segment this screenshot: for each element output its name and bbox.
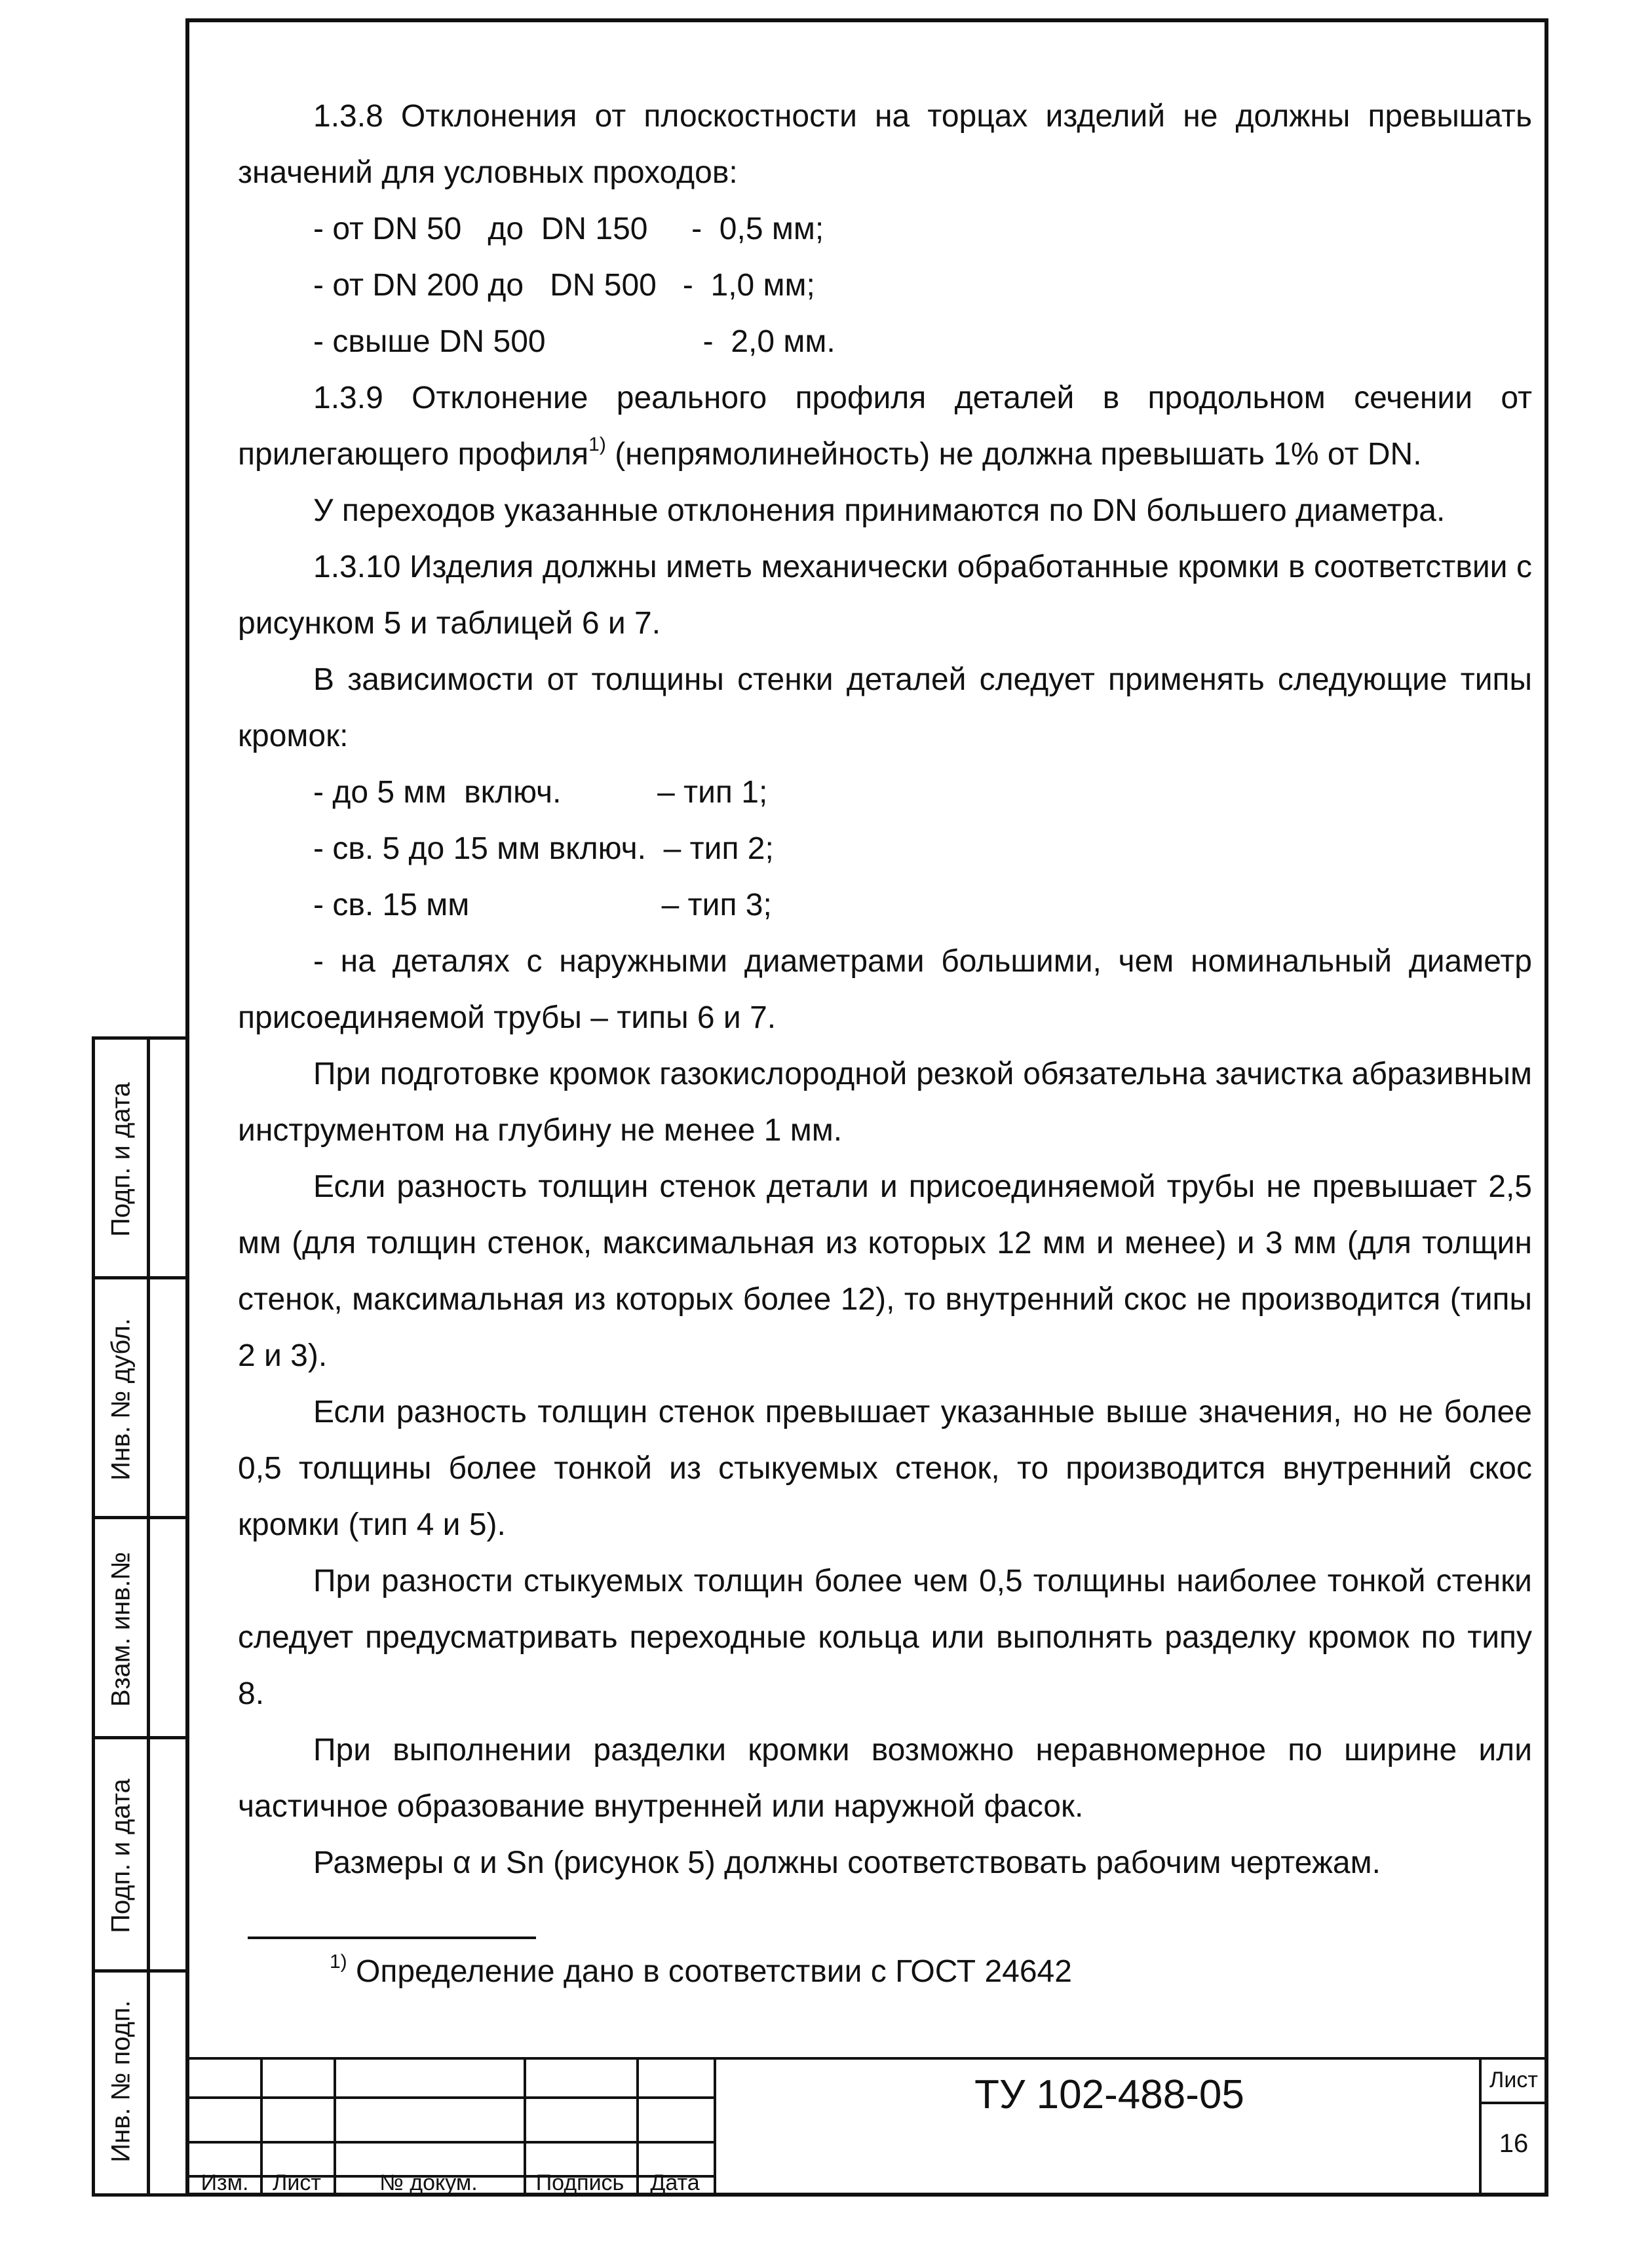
side-stamp-label: Взам. инв.№ [106, 1551, 136, 1707]
side-stamp [92, 1036, 189, 2197]
title-block-line [1479, 2057, 1482, 2197]
paragraph-text: (непрямолинейность) не должна превышать 1% от DN. [605, 437, 1422, 472]
list-item: - от DN 50 до DN 150 - 0,5 мм; [313, 212, 824, 246]
paragraph: У переходов указанные отклонения принимаются по DN большего диаметра. [313, 493, 1446, 528]
paragraph: Если разность толщин стенок превышает указанные выше значения, но не более 0,5 толщины более тонкой из стыкуемых стенок, то производится внутренний скос кромки (тип 4 и 5). [238, 1395, 1532, 1542]
title-block-line [189, 2096, 714, 2099]
footnote-text: Определение дано в соответствии с ГОСТ 24642 [347, 1954, 1072, 1989]
paragraph: - на деталях с наружными диаметрами большими, чем номинальный диаметр присоединяемой трубы – типы 6 и 7. [238, 944, 1532, 1035]
title-block-line [260, 2057, 263, 2197]
column-label-date: Дата [650, 2170, 700, 2195]
paragraph: При разности стыкуемых толщин более чем 0,5 толщины наиболее тонкой стенки следует предусматривать переходные кольца или выполнять разделку кромок по типу 8. [238, 1564, 1532, 1711]
list-item: - до 5 мм включ. – тип 1; [313, 775, 768, 810]
document-body [238, 88, 1532, 1891]
sheet-label: Лист [1489, 2068, 1538, 2092]
title-block-border [189, 2057, 1548, 2060]
list-item: - св. 5 до 15 мм включ. – тип 2; [313, 831, 774, 866]
column-label-list: Лист [273, 2170, 321, 2195]
footnote [330, 1949, 1072, 1995]
column-label-doc-number: № докум. [379, 2170, 478, 2195]
footnote-mark: 1) [330, 1951, 347, 1973]
side-stamp-label: Подп. и дата [106, 1779, 136, 1933]
sheet-number: 16 [1499, 2129, 1529, 2158]
title-block-line [524, 2057, 526, 2197]
side-stamp-label: Инв. № дубл. [106, 1318, 136, 1481]
title-block-line [636, 2057, 639, 2197]
side-stamp-label: Подп. и дата [106, 1082, 136, 1237]
title-block [189, 2057, 1548, 2197]
document-code: ТУ 102-488-05 [974, 2072, 1244, 2117]
list-item: - свыше DN 500 - 2,0 мм. [313, 324, 835, 359]
footnote-separator [248, 1937, 536, 1939]
title-block-line [334, 2057, 336, 2197]
paragraph-1-3-9 [238, 370, 1532, 483]
paragraph: В зависимости от толщины стенки деталей следует применять следующие типы кромок: [238, 662, 1532, 753]
column-label-signature: Подпись [535, 2170, 624, 2195]
paragraph: При подготовке кромок газокислородной резкой обязательна зачистка абразивным инструментом на глубину не менее 1 мм. [238, 1057, 1532, 1148]
title-block-line [714, 2057, 716, 2197]
side-stamp-label: Инв. № подп. [106, 2000, 136, 2163]
paragraph-text: 1.3.9 Отклонение реального профиля деталей в продольном сечении от прилегающего профиля [238, 381, 1532, 472]
list-item: - от DN 200 до DN 500 - 1,0 мм; [313, 268, 815, 303]
footnote-ref: 1) [588, 434, 606, 455]
paragraph: При выполнении разделки кромки возможно неравномерное по ширине или частичное образование внутренней или наружной фасок. [238, 1733, 1532, 1824]
title-block-line [1479, 2102, 1548, 2104]
paragraph-1-3-10: 1.3.10 Изделия должны иметь механически обработанные кромки в соответствии с рисунком 5 и таблицей 6 и 7. [238, 550, 1532, 641]
paragraph-1-3-8: 1.3.8 Отклонения от плоскостности на торцах изделий не должны превышать значений для условных проходов: [238, 99, 1532, 190]
column-label-izm: Изм. [201, 2170, 249, 2195]
paragraph: Если разность толщин стенок детали и присоединяемой трубы не превышает 2,5 мм (для толщин стенок, максимальная из которых 12 мм и менее) и 3 мм (для толщин стенок, максимальная из которых более 12), то внутренний скос не производится (типы 2 и 3). [238, 1169, 1532, 1373]
title-block-line [189, 2141, 714, 2144]
paragraph: Размеры α и Sn (рисунок 5) должны соответствовать рабочим чертежам. [313, 1845, 1381, 1880]
list-item: - св. 15 мм – тип 3; [313, 888, 772, 922]
